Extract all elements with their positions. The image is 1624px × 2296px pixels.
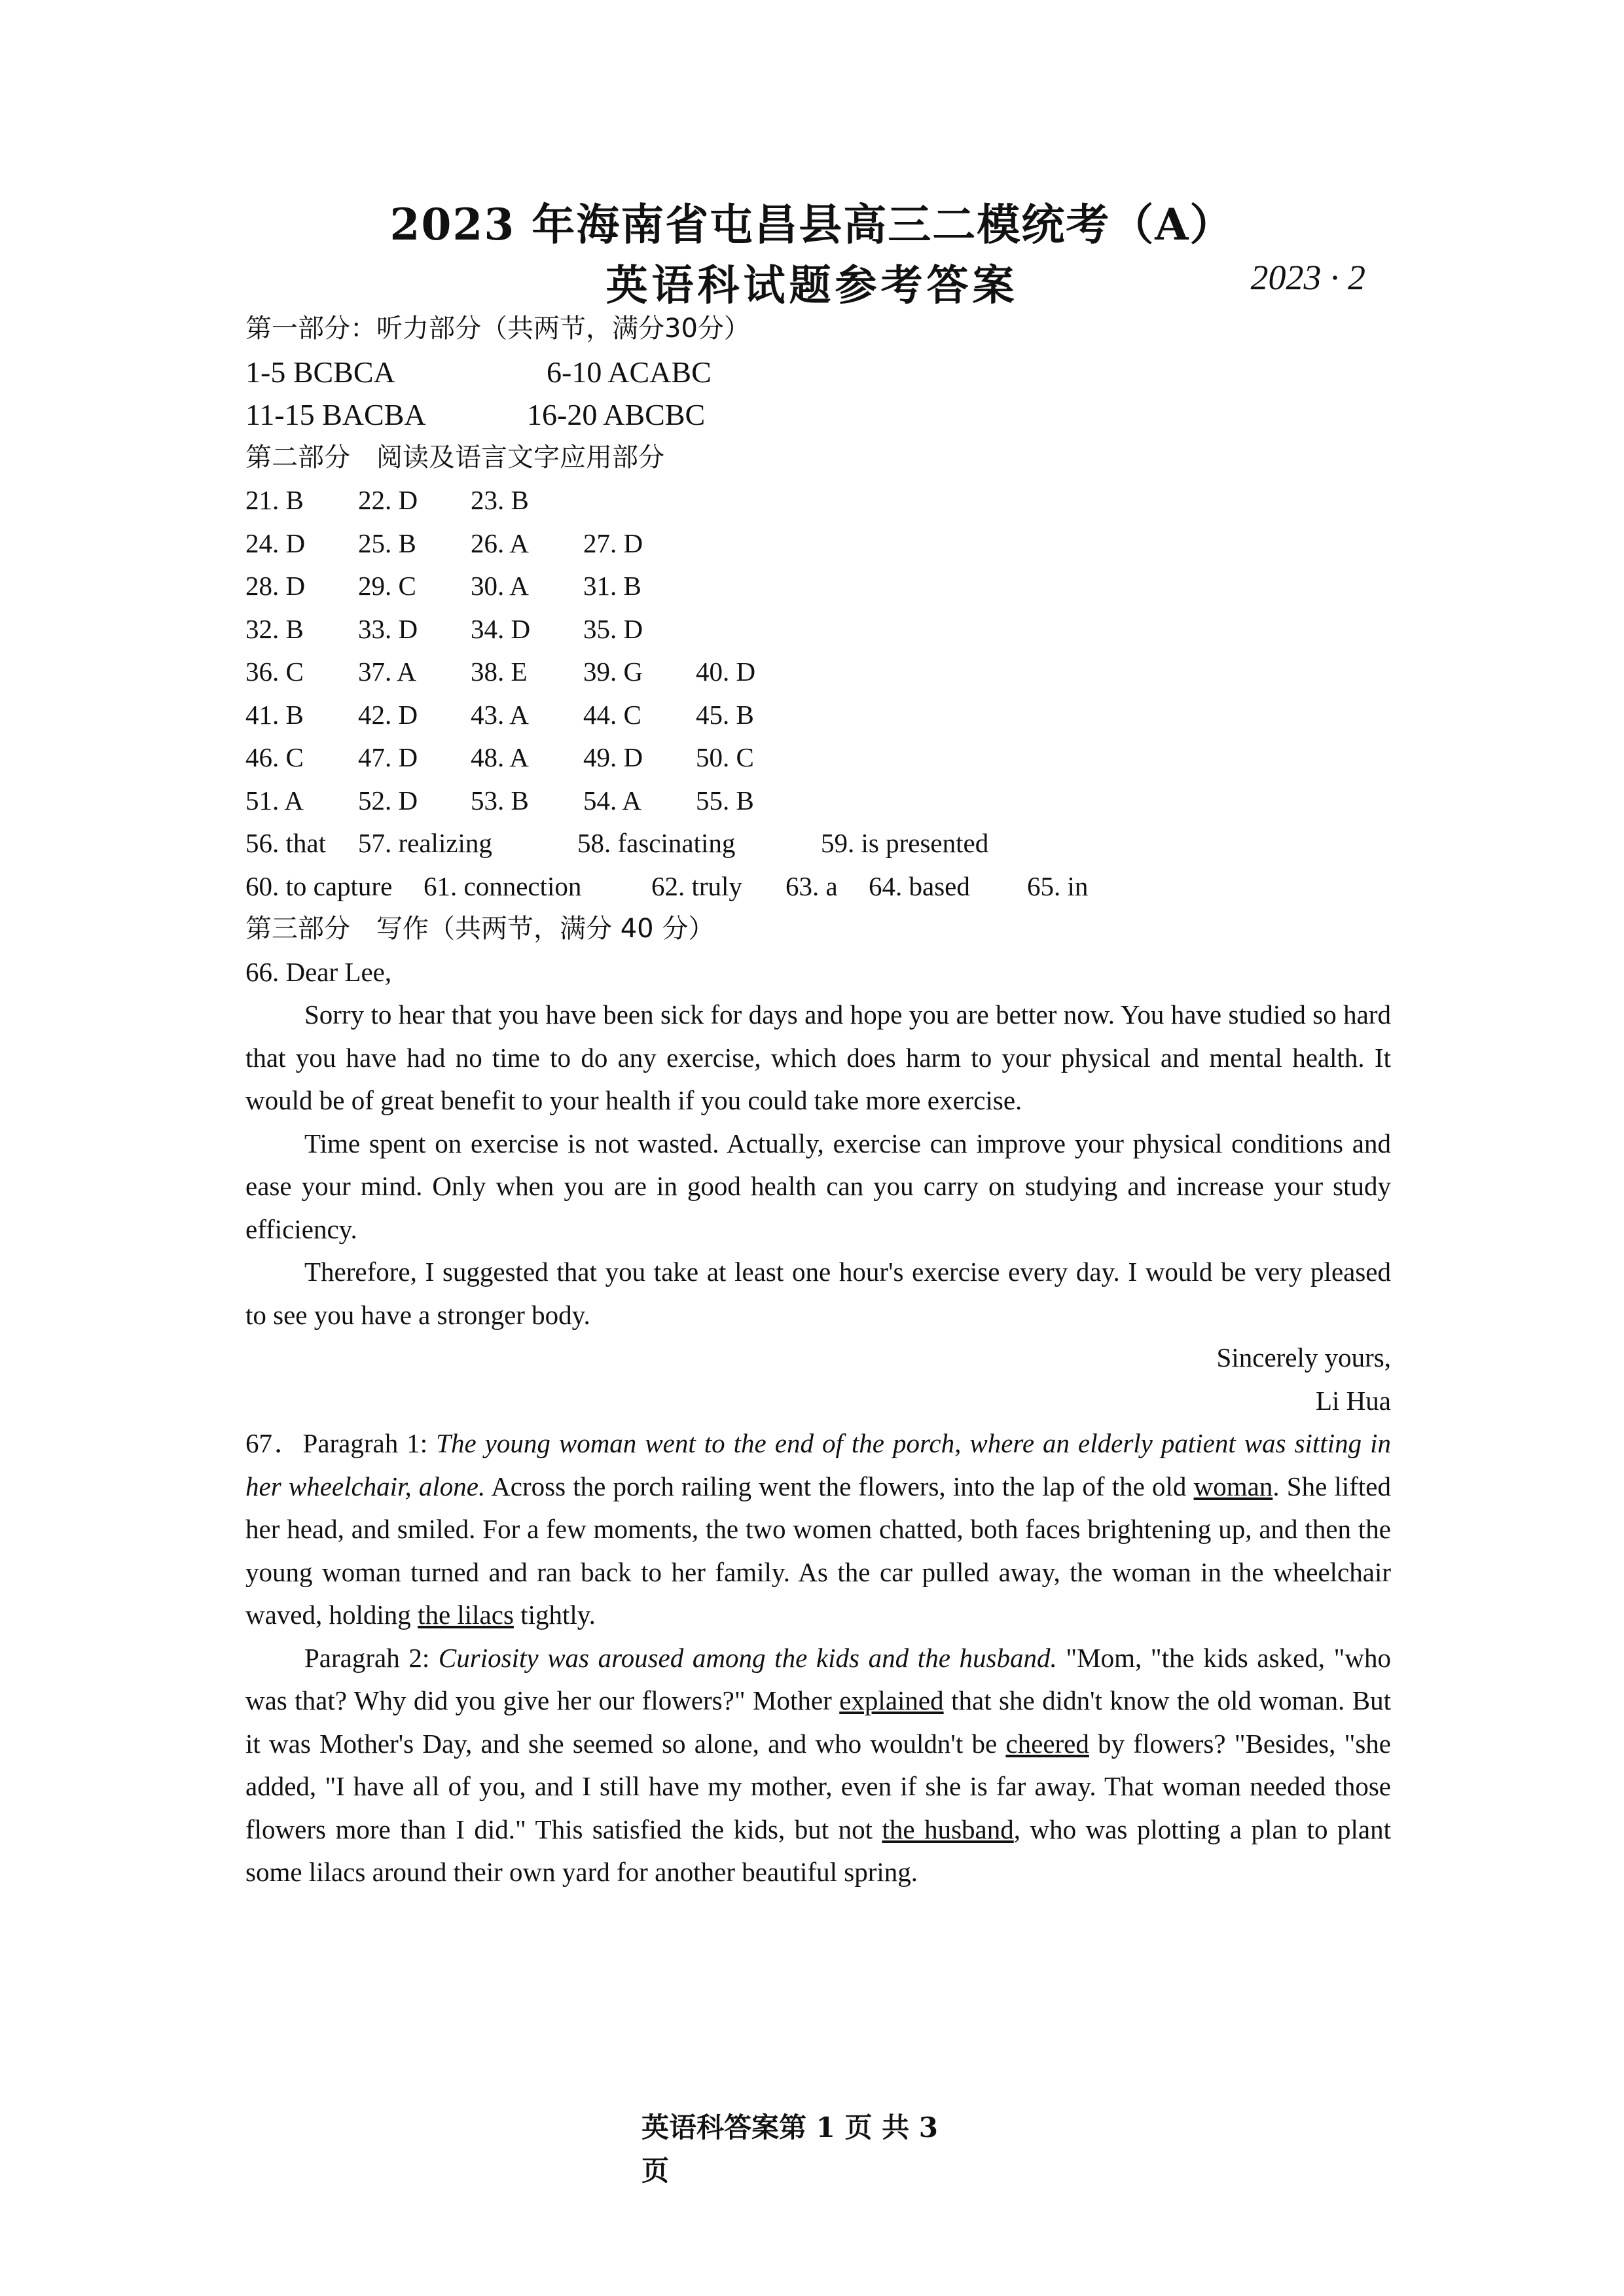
part1-heading: 第一部分：听力部分（共两节，满分30分） — [245, 314, 750, 344]
letter-signature: Li Hua — [1316, 1385, 1391, 1416]
answer-item: 41. B — [245, 699, 304, 730]
paragraph-label: Paragrah 2: — [304, 1642, 439, 1673]
underlined-word: woman — [1193, 1471, 1273, 1501]
answer-item: 45. B — [696, 699, 754, 730]
paragraph-text: , who was plotting a plan to plant some lilacs around their own yard for another beautiful spring. — [245, 1814, 1391, 1887]
answer-group: 1-5 BCBCA — [245, 355, 395, 389]
document-subtitle: 英语科试题参考答案 — [605, 261, 1019, 310]
answer-item: 33. D — [358, 613, 418, 644]
answer-row — [245, 865, 1391, 908]
answer-item: 27. D — [583, 528, 643, 558]
answer-item: 35. D — [583, 613, 643, 644]
paragraph-text: Across the porch railing went the flowers, into the lap of the old — [485, 1471, 1194, 1501]
answer-item: 21. B — [245, 485, 304, 515]
answer-item: 63. a — [785, 870, 838, 901]
footer-line: 英语科答案第 1 页 共 3 — [641, 2111, 938, 2144]
answer-row — [245, 565, 1391, 608]
underlined-word: the lilacs — [418, 1600, 514, 1630]
answer-item: 42. D — [358, 699, 418, 730]
answer-item: 40. D — [696, 656, 756, 687]
letter-paragraph: Therefore, I suggested that you take at least one hour's exercise every day. I would be very pleased to see you have a stronger body. — [245, 1257, 1391, 1330]
answer-item: 55. B — [696, 785, 754, 816]
answer-item: 44. C — [583, 699, 641, 730]
answer-row — [245, 522, 1391, 565]
answer-item: 46. C — [245, 742, 304, 772]
answer-item: 25. B — [358, 528, 416, 558]
answer-item: 52. D — [358, 785, 418, 816]
answer-item: 50. C — [696, 742, 754, 772]
letter-paragraph: Time spent on exercise is not wasted. Actually, exercise can improve your physical conditions and ease your mind. Only when you are in good health can you carry on studying and increase your study efficiency. — [245, 1128, 1391, 1244]
answer-item: 61. connection — [424, 870, 582, 901]
given-lead-sentence: Curiosity was aroused among the kids and the husband. — [438, 1642, 1057, 1673]
answer-row — [245, 736, 1391, 780]
document-title: 2023 年海南省屯昌县高三二模统考（A） — [389, 199, 1235, 250]
answer-item: 56. that — [245, 828, 326, 858]
answer-item: 39. G — [583, 656, 643, 687]
answer-item: 30. A — [471, 571, 529, 601]
paragraph-label: 67．Paragrah 1: — [245, 1428, 437, 1458]
paragraph-text: "Mom, "the kids asked, "who was that? Why did you give her our flowers?" Mother — [245, 1642, 1392, 1715]
answer-item: 37. A — [358, 656, 416, 687]
answer-item: 36. C — [245, 656, 304, 687]
answer-item: 53. B — [471, 785, 529, 816]
answer-item: 26. A — [471, 528, 529, 558]
answer-row — [245, 694, 1391, 737]
answer-row — [245, 780, 1391, 823]
answer-item: 48. A — [471, 742, 529, 772]
part2-heading: 第二部分 阅读及语言文字应用部分 — [245, 442, 664, 473]
answer-item: 29. C — [358, 571, 416, 601]
footer-line: 页 — [641, 2155, 670, 2187]
paragraph-text: tightly. — [513, 1600, 596, 1630]
answer-item: 43. A — [471, 699, 529, 730]
answer-item: 62. truly — [651, 870, 742, 901]
answer-item: 31. B — [583, 571, 641, 601]
answer-item: 57. realizing — [358, 828, 492, 858]
answer-group: 11-15 BACBA — [245, 398, 426, 431]
answer-row — [245, 608, 1391, 651]
answer-row — [245, 822, 1391, 865]
page-footer — [641, 2106, 938, 2193]
answer-item: 47. D — [358, 742, 418, 772]
letter-greeting: 66. Dear Lee, — [245, 956, 392, 987]
underlined-word: cheered — [1005, 1728, 1089, 1759]
answer-content — [245, 308, 1391, 1894]
answer-item: 23. B — [471, 485, 529, 515]
paragraph-text: that she didn't know the old woman. But it was Mother's Day, and she seemed so alone, and who wouldn't be — [245, 1685, 1392, 1759]
document-date: 2023 · 2 — [1250, 258, 1365, 297]
answer-item: 28. D — [245, 571, 306, 601]
answer-item: 59. is presented — [821, 828, 989, 858]
letter-closing: Sincerely yours, — [1216, 1342, 1391, 1372]
answer-item: 24. D — [245, 528, 306, 558]
continuation-paragraph-1 — [245, 1422, 1391, 1637]
answer-item: 38. E — [471, 656, 528, 687]
answer-item: 58. fascinating — [577, 828, 736, 858]
answer-item: 65. in — [1027, 870, 1089, 901]
paragraph-text: . She lifted her head, and smiled. For a few moments, the two women chatted, both faces brightening up, and then the young woman turned and ran back to her family. As the car pulled away, the woman in the wheelchair waved, holding — [245, 1471, 1391, 1630]
listening-row — [245, 393, 1391, 437]
answer-item: 34. D — [471, 613, 531, 644]
answer-row — [245, 651, 1391, 694]
answer-item: 22. D — [358, 485, 418, 515]
answer-item: 54. A — [583, 785, 641, 816]
given-lead-sentence: The young woman went to the end of the porch, where an elderly patient was sitting in her wheelchair, alone. — [245, 1428, 1391, 1501]
answer-group: 6-10 ACABC — [547, 355, 712, 389]
underlined-word: the husband — [882, 1814, 1014, 1844]
listening-row — [245, 351, 1391, 394]
paragraph-text: by flowers? "Besides, "she added, "I have all of you, and I still have my mother, even if she is far away. That woman needed those flowers more than I did." This satisfied the kids, but not — [245, 1728, 1392, 1844]
underlined-word: explained — [839, 1685, 944, 1715]
continuation-paragraph-2 — [245, 1637, 1391, 1894]
answer-item: 32. B — [245, 613, 304, 644]
answer-item: 49. D — [583, 742, 643, 772]
answer-item: 51. A — [245, 785, 304, 816]
letter-paragraph: Sorry to hear that you have been sick for days and hope you are better now. You have studied so hard that you have had no time to do any exercise, which does harm to your physical and mental health. It would be of great benefit to your health if you could take more exercise. — [245, 999, 1391, 1115]
answer-item: 60. to capture — [245, 870, 393, 901]
part3-heading: 第三部分 写作（共两节，满分 40 分） — [245, 914, 715, 944]
answer-item: 64. based — [869, 870, 970, 901]
answer-row — [245, 479, 1391, 522]
answer-group: 16-20 ABCBC — [527, 398, 706, 431]
